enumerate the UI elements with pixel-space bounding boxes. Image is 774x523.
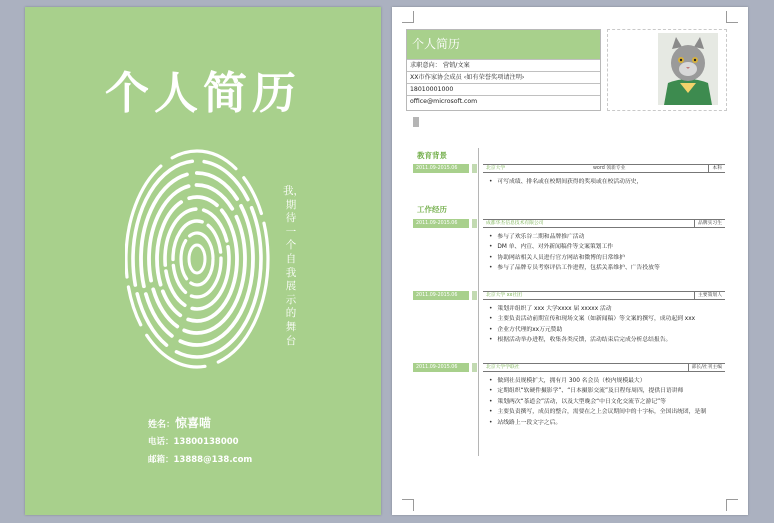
cover-title: 个人简历 xyxy=(105,68,301,119)
crop-mark xyxy=(402,11,414,23)
photo-frame xyxy=(607,29,727,111)
crop-mark xyxy=(726,499,738,511)
entry-date: 2011.09-2015.06 xyxy=(413,363,469,372)
crop-mark xyxy=(402,499,414,511)
list-item: • 参与了品牌专员考察评估工作进程，包括关系维护、广告投放等 xyxy=(489,263,725,273)
entry-role: 部长/社刊主编 xyxy=(688,363,725,372)
list-item: • 站线路上一段文字之后。 xyxy=(489,418,725,428)
cover-slogan: 我，期待一个自我展示的舞台 xyxy=(283,185,304,347)
entry-date: 2011.09-2015.06 xyxy=(413,291,469,300)
list-item: • 主要负责活动前期宣传和现场文案（如新闻稿）等文案的撰写，成功起到 xxx xyxy=(489,314,725,324)
crop-mark xyxy=(726,11,738,23)
entry-date: 2011.09-2015.06 xyxy=(413,219,469,228)
list-item: • 定期组织“软硬件摄影学”、“日本摄影交流”及日程每周四，提供日语讲师 xyxy=(489,386,725,396)
entry-divider xyxy=(472,363,477,372)
entry-body xyxy=(483,219,725,228)
list-item: • 可写成绩、排名或在校期间获得的奖项或在校活动历史， xyxy=(489,177,725,187)
list-item: • 协助网站相关人员进行官方网站和微博的日常维护 xyxy=(489,253,725,263)
entry-bar-work-3 xyxy=(413,363,725,372)
cover-page xyxy=(25,7,381,515)
list-item: • 参与了欢乐谷二期和品牌推广活动 xyxy=(489,232,725,242)
fingerprint-icon xyxy=(125,147,275,375)
entry-divider xyxy=(472,164,477,173)
phone-label: 电话： xyxy=(148,437,174,447)
entry-org: 北京大学 xyxy=(486,166,506,171)
phone-value: 13800138000 xyxy=(173,437,239,447)
section-marker xyxy=(413,117,419,127)
phone-line: 18010001000 xyxy=(407,83,600,95)
avatar xyxy=(658,33,718,105)
entry-major: word 领新专业 xyxy=(593,166,626,171)
entry-bullets-education xyxy=(489,177,725,187)
entry-body xyxy=(483,363,725,372)
cover-name-row xyxy=(148,414,211,431)
list-item: • 主要负责撰写，成员的整合，需要在之上会议期间中的十字标，全国出统团，是制 xyxy=(489,407,725,417)
email-line: office@microsoft.com xyxy=(407,95,600,107)
entry-bullets-work-1 xyxy=(489,232,725,274)
entry-body xyxy=(483,291,725,300)
list-item: • 策划两次“茶道会”活动，以及大型晚会“中日文化交流节之游记”等 xyxy=(489,397,725,407)
list-item: • 企业方代理的xx万元赞助 xyxy=(489,325,725,335)
entry-body xyxy=(483,164,725,173)
resume-header xyxy=(406,29,601,111)
entry-org: 北京大学 xx社团 xyxy=(486,293,522,298)
name-label: 姓名： xyxy=(148,420,176,430)
resume-page xyxy=(392,7,748,515)
job-intent-line: 求职意向： 营销/文案 xyxy=(407,59,600,71)
entry-date: 2011.09-2015.06 xyxy=(413,164,469,173)
entry-role: 本科 xyxy=(708,164,725,173)
entry-bar-work-1 xyxy=(413,219,725,228)
resume-header-title: 个人简历 xyxy=(407,30,600,59)
entry-bar-work-2 xyxy=(413,291,725,300)
entry-divider xyxy=(472,291,477,300)
entry-org: 北京大学学联社 xyxy=(486,365,520,370)
section-education-title: 教育背景 xyxy=(417,151,447,160)
entry-bullets-work-3 xyxy=(489,376,725,428)
cover-email-row xyxy=(148,453,252,465)
name-value: 惊喜喵 xyxy=(175,416,212,430)
email-value: 13888@138.com xyxy=(173,455,253,465)
list-item: • DM 单、内宣、对外新闻稿件等文案策划工作 xyxy=(489,242,725,252)
list-item: • 根据活动举办进程，收集各类反馈，活动结束后完成分析总结报告。 xyxy=(489,335,725,345)
email-label: 邮箱： xyxy=(148,455,174,465)
entry-bullets-work-2 xyxy=(489,304,725,346)
entry-role: 品牌实习生 xyxy=(694,219,725,228)
list-item: • 策划并组织了 xxx 大学xxxx 届 xxxxx 活动 xyxy=(489,304,725,314)
entry-role: 主要策划人 xyxy=(694,291,725,300)
entry-bar-education xyxy=(413,164,725,173)
timeline-line xyxy=(478,148,479,456)
entry-divider xyxy=(472,219,477,228)
entry-org: 成都华杰信息技术有限公司 xyxy=(486,221,544,226)
honor-line: XX市作家协会成员 ‹如有荣誉奖项请注明› xyxy=(407,71,600,83)
cover-phone-row xyxy=(148,435,239,447)
list-item: • 做到社员规模扩大，拥有月 300 名会员（校内规模最大） xyxy=(489,376,725,386)
section-work-title: 工作经历 xyxy=(417,205,447,214)
